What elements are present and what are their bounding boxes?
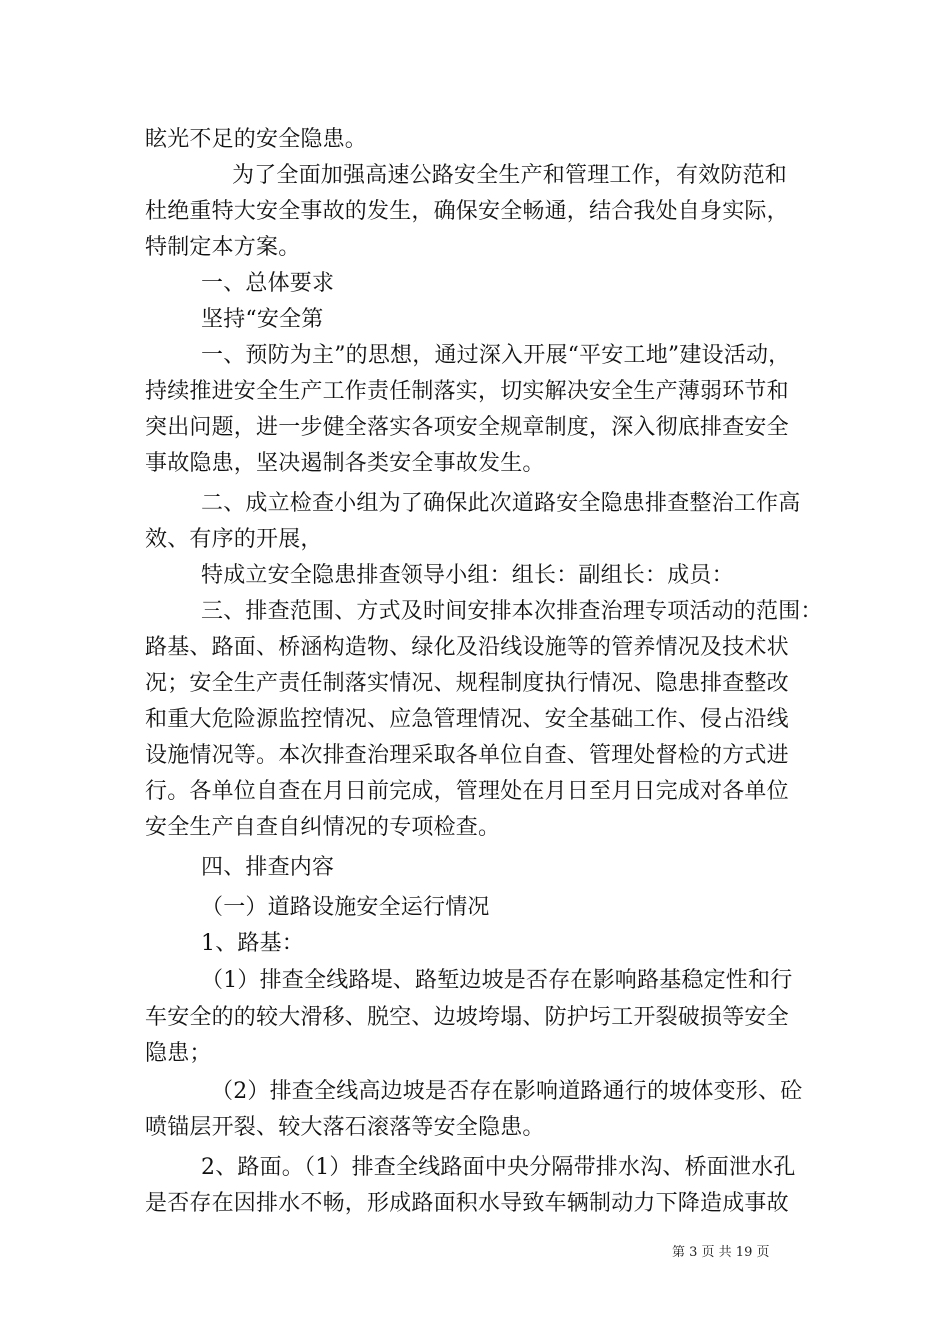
text-line: 2、路面。（1）排查全线路面中央分隔带排水沟、桥面泄水孔 xyxy=(201,1155,796,1180)
text-line: 行。各单位自查在月日前完成，管理处在月日至月日完成对各单位 xyxy=(145,779,789,804)
text-line: 是否存在因排水不畅，形成路面积水导致车辆制动力下降造成事故 xyxy=(145,1191,789,1216)
subsection-heading: 1、路基： xyxy=(201,931,304,956)
text-line: 杜绝重特大安全事故的发生，确保安全畅通，结合我处自身实际， xyxy=(145,199,789,224)
section-heading: 一、总体要求 xyxy=(201,271,335,296)
subsection-heading: （一）道路设施安全运行情况 xyxy=(201,895,490,920)
text-line: 效、有序的开展， xyxy=(145,527,323,552)
text-line: 为了全面加强高速公路安全生产和管理工作，有效防范和 xyxy=(232,163,788,188)
text-line: 事故隐患，坚决遏制各类安全事故发生。 xyxy=(145,451,545,476)
text-line: 况；安全生产责任制落实情况、规程制度执行情况、隐患排查整改 xyxy=(145,671,789,696)
section-heading: 四、排查内容 xyxy=(201,855,335,880)
text-line: （2）排查全线高边坡是否存在影响道路通行的坡体变形、砼 xyxy=(211,1079,803,1104)
text-line: 坚持“安全第 xyxy=(201,307,324,332)
text-line: 持续推进安全生产工作责任制落实，切实解决安全生产薄弱环节和 xyxy=(145,379,789,404)
text-line: 设施情况等。本次排查治理采取各单位自查、管理处督检的方式进 xyxy=(145,743,789,768)
text-line: 和重大危险源监控情况、应急管理情况、安全基础工作、侵占沿线 xyxy=(145,707,789,732)
text-line: （1）排查全线路堤、路堑边坡是否存在影响路基稳定性和行 xyxy=(201,968,793,993)
page-number-footer: 第 3 页 共 19 页 xyxy=(672,1245,770,1260)
text-line: 眩光不足的安全隐患。 xyxy=(145,127,368,152)
text-line: 安全生产自查自纠情况的专项检查。 xyxy=(145,815,501,840)
text-line: 一、预防为主”的思想，通过深入开展“平安工地”建设活动， xyxy=(201,343,791,368)
section-heading: 三、排查范围、方式及时间安排本次排查治理专项活动的范围： xyxy=(201,599,823,624)
text-line: 突出问题，进一步健全落实各项安全规章制度，深入彻底排查安全 xyxy=(145,415,789,440)
text-line: 隐患； xyxy=(145,1041,212,1066)
text-line: 车安全的的较大滑移、脱空、边坡垮塌、防护圬工开裂破损等安全 xyxy=(145,1005,789,1030)
text-line: 喷锚层开裂、较大落石滚落等安全隐患。 xyxy=(145,1115,545,1140)
text-line: 路基、路面、桥涵构造物、绿化及沿线设施等的管养情况及技术状 xyxy=(145,635,789,660)
text-line: 特成立安全隐患排查领导小组：组长：副组长：成员： xyxy=(201,563,734,588)
section-heading: 二、成立检查小组为了确保此次道路安全隐患排查整治工作高 xyxy=(201,491,801,516)
text-line: 特制定本方案。 xyxy=(145,235,301,260)
